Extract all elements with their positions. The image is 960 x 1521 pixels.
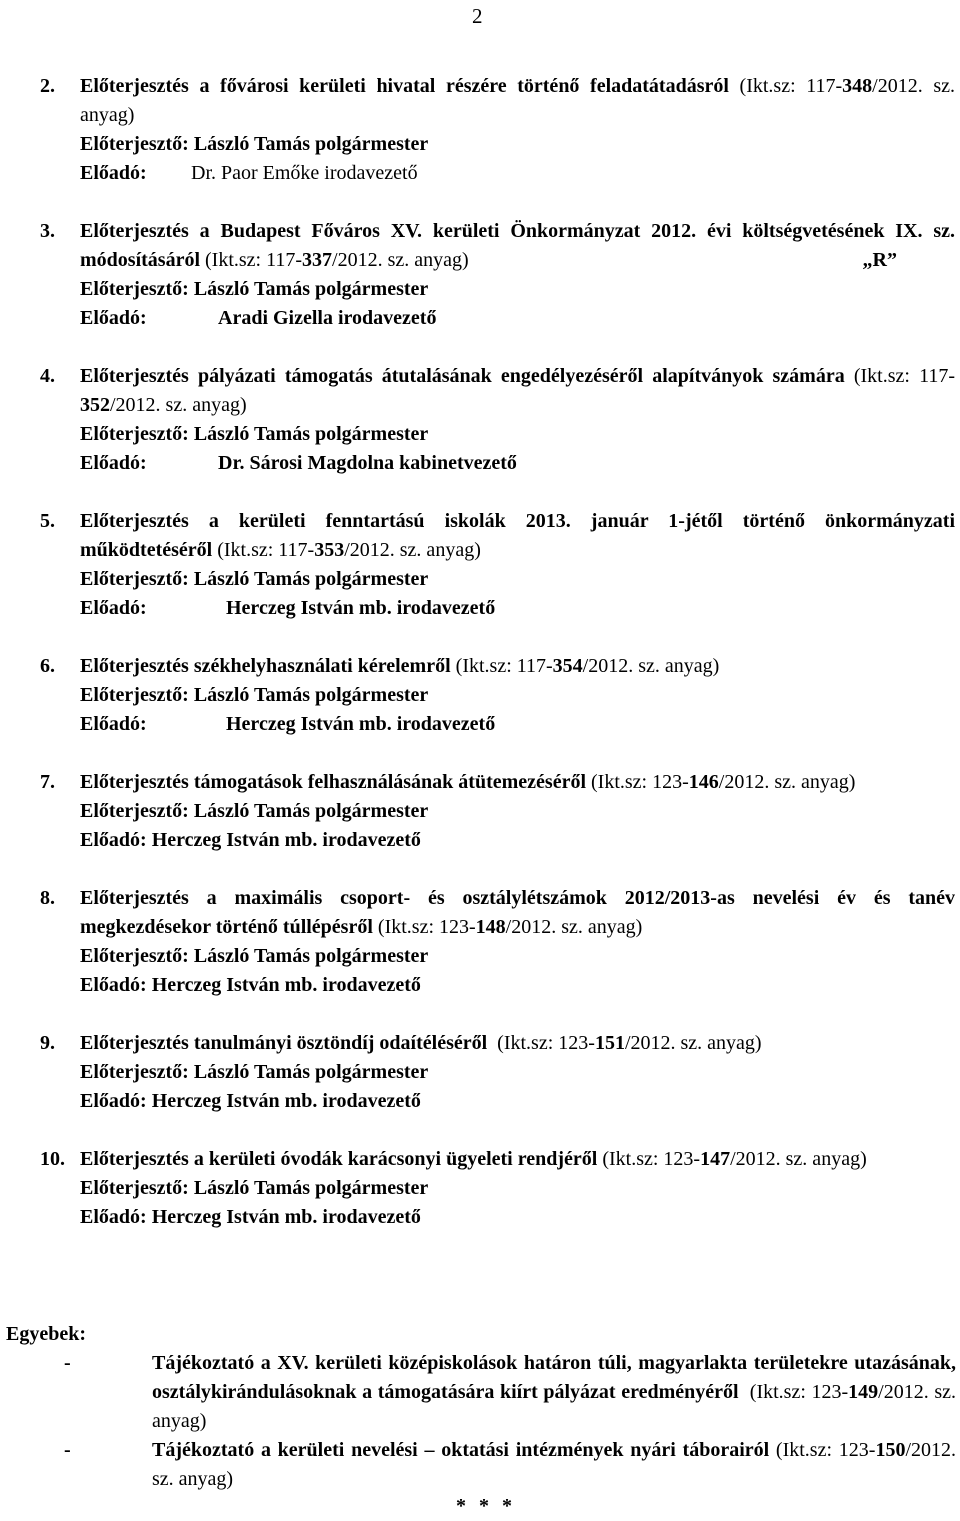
presenter-name: László Tamás polgármester	[193, 568, 429, 590]
item-title-text: Előterjesztés tanulmányi ösztöndíj odaítéléséről	[80, 1032, 488, 1054]
presenter-label: Előterjesztő:	[80, 1177, 189, 1199]
item-ref-number: 147	[700, 1148, 731, 1170]
item-number: 5.	[40, 510, 55, 532]
other-list	[64, 1349, 956, 1494]
speaker-label: Előadó:	[80, 162, 147, 184]
agenda-item	[40, 72, 955, 188]
speaker-name: Aradi Gizella irodavezető	[218, 307, 437, 329]
item-number: 8.	[40, 887, 55, 909]
item-ref-suffix: /2012. sz. anyag)	[344, 539, 481, 561]
presenter-row	[80, 1058, 955, 1087]
item-number: 7.	[40, 771, 55, 793]
item-ref-prefix: (Ikt.sz: 117-	[450, 655, 553, 677]
presenter-name: László Tamás polgármester	[193, 945, 429, 967]
dash-bullet: -	[64, 1352, 71, 1374]
presenter-name: László Tamás polgármester	[193, 1177, 429, 1199]
other-title	[152, 1349, 956, 1436]
item-ref-suffix: /2012. sz. anyag)	[505, 916, 643, 938]
item-title-text: Előterjesztés a maximális csoport- és osztálylétszámok 2012/2013-as nevelési év és tanév megkezdésekor történő túllépésről	[80, 887, 955, 938]
end-mark: * * *	[456, 1495, 516, 1517]
item-ref-prefix: (Ikt.sz: 123-	[597, 1148, 701, 1170]
item-ref-number: 354	[552, 655, 583, 677]
item-title	[80, 1029, 955, 1058]
presenter-name: László Tamás polgármester	[193, 423, 429, 445]
item-number: 3.	[40, 220, 55, 242]
other-ref-suffix: /2012. sz. anyag)	[152, 1381, 956, 1432]
presenter-row	[80, 565, 955, 594]
presenter-label: Előterjesztő:	[80, 133, 189, 155]
presenter-label: Előterjesztő:	[80, 684, 189, 706]
agenda-item	[40, 652, 955, 739]
speaker-row	[80, 449, 955, 478]
item-ref-number: 353	[314, 539, 345, 561]
other-title-text: Tájékoztató a XV. kerületi középiskolások határon túli, magyarlakta területekre utazásának, osztálykirándulásoknak a támogatására kiírt pályázat eredményéről	[152, 1352, 956, 1403]
item-title-text: Előterjesztés a kerületi óvodák karácsonyi ügyeleti rendjéről	[80, 1148, 598, 1170]
item-ref-prefix: (Ikt.sz: 117-	[200, 249, 303, 271]
item-ref-prefix: (Ikt.sz: 123-	[372, 916, 476, 938]
item-ref-number: 151	[594, 1032, 625, 1054]
agenda-item	[40, 217, 955, 333]
item-number: 6.	[40, 655, 55, 677]
presenter-row	[80, 130, 955, 159]
dash-bullet: -	[64, 1439, 71, 1461]
item-number: 9.	[40, 1032, 55, 1054]
item-ref-number: 348	[842, 75, 873, 97]
speaker-label: Előadó:	[80, 713, 147, 735]
item-ref-suffix: /2012. sz. anyag)	[624, 1032, 762, 1054]
presenter-label: Előterjesztő:	[80, 568, 189, 590]
other-ref-number: 150	[875, 1439, 906, 1461]
presenter-label: Előterjesztő:	[80, 800, 189, 822]
presenter-label: Előterjesztő:	[80, 423, 189, 445]
item-ref-prefix: (Ikt.sz: 117-	[212, 539, 315, 561]
agenda-list	[40, 72, 955, 1232]
item-ref-suffix: /2012. sz. anyag)	[582, 655, 720, 677]
item-ref-prefix: (Ikt.sz: 123-	[586, 771, 689, 793]
other-item	[64, 1349, 956, 1436]
item-title-text: Előterjesztés székhelyhasználati kérelemről	[80, 655, 451, 677]
speaker-label: Előadó:	[80, 307, 147, 329]
item-title	[80, 217, 955, 275]
agenda-item	[40, 884, 955, 1000]
speaker-name: Herczeg István mb. irodavezető	[151, 974, 421, 996]
speaker-name: Dr. Sárosi Magdolna kabinetvezető	[218, 452, 517, 474]
speaker-name: Dr. Paor Emőke irodavezető	[191, 162, 418, 184]
agenda-item	[40, 1145, 955, 1232]
speaker-row	[80, 710, 955, 739]
speaker-row	[80, 971, 955, 1000]
item-ref-prefix: (Ikt.sz: 117-	[844, 365, 955, 387]
item-ref-suffix: /2012. sz. anyag)	[80, 75, 955, 126]
speaker-label: Előadó:	[80, 974, 147, 996]
presenter-label: Előterjesztő:	[80, 278, 189, 300]
speaker-row	[80, 159, 955, 188]
item-title	[80, 507, 955, 565]
speaker-label: Előadó:	[80, 597, 147, 619]
item-title	[80, 72, 955, 130]
other-ref-prefix: (Ikt.sz: 123-	[738, 1381, 849, 1403]
item-title-text: Előterjesztés pályázati támogatás átutalásának engedélyezéséről alapítványok számára	[80, 365, 845, 387]
other-title-text: Tájékoztató a kerületi nevelési – oktatási intézmények nyári táborairól	[152, 1439, 770, 1461]
agenda-item	[40, 507, 955, 623]
item-title-text: Előterjesztés a Budapest Főváros XV. kerületi Önkormányzat 2012. évi költségvetésének IX. sz. módosításáról	[80, 220, 955, 271]
presenter-name: László Tamás polgármester	[193, 800, 429, 822]
item-ref-number: 146	[688, 771, 719, 793]
speaker-name: Herczeg István mb. irodavezető	[151, 1090, 421, 1112]
item-title-text: Előterjesztés a fővárosi kerületi hivatal részére történő feladatátadásról	[80, 75, 729, 97]
other-title	[152, 1436, 956, 1494]
speaker-label: Előadó:	[80, 829, 147, 851]
speaker-label: Előadó:	[80, 1206, 147, 1228]
item-title	[80, 362, 955, 420]
item-ref-prefix: (Ikt.sz: 123-	[487, 1032, 595, 1054]
presenter-label: Előterjesztő:	[80, 945, 189, 967]
item-ref-suffix: /2012. sz. anyag)	[332, 249, 469, 271]
other-heading: Egyebek:	[6, 1323, 86, 1345]
presenter-row	[80, 681, 955, 710]
speaker-row	[80, 1203, 955, 1232]
agenda-item	[40, 362, 955, 478]
other-ref-suffix: /2012. sz. anyag)	[152, 1439, 956, 1490]
speaker-name: Herczeg István mb. irodavezető	[151, 1206, 421, 1228]
item-ref-suffix: /2012. sz. anyag)	[110, 394, 247, 416]
other-ref-prefix: (Ikt.sz: 123-	[769, 1439, 876, 1461]
presenter-row	[80, 420, 955, 449]
agenda-item	[40, 768, 955, 855]
presenter-row	[80, 797, 955, 826]
item-number: 10.	[40, 1148, 65, 1170]
presenter-name: László Tamás polgármester	[193, 278, 429, 300]
speaker-label: Előadó:	[80, 452, 147, 474]
item-ref-number: 337	[302, 249, 333, 271]
speaker-row	[80, 594, 955, 623]
presenter-name: László Tamás polgármester	[193, 684, 429, 706]
r-mark: „R”	[862, 249, 897, 271]
presenter-row	[80, 1174, 955, 1203]
other-item	[64, 1436, 956, 1494]
presenter-label: Előterjesztő:	[80, 1061, 189, 1083]
speaker-row	[80, 826, 955, 855]
item-title	[80, 884, 955, 942]
item-ref-prefix: (Ikt.sz: 117-	[728, 75, 843, 97]
speaker-row	[80, 1087, 955, 1116]
item-ref-suffix: /2012. sz. anyag)	[730, 1148, 867, 1170]
item-number: 2.	[40, 75, 55, 97]
item-title	[80, 1145, 955, 1174]
presenter-name: László Tamás polgármester	[193, 1061, 429, 1083]
speaker-name: Herczeg István mb. irodavezető	[226, 597, 496, 619]
item-title	[80, 768, 955, 797]
item-ref-suffix: /2012. sz. anyag)	[718, 771, 856, 793]
item-title-text: Előterjesztés támogatások felhasználásának átütemezéséről	[80, 771, 587, 793]
presenter-row	[80, 275, 955, 304]
item-ref-number: 352	[80, 394, 110, 416]
item-title-text: Előterjesztés a kerületi fenntartású iskolák 2013. január 1-jétől történő önkormányzati működtetéséről	[80, 510, 955, 561]
speaker-name: Herczeg István mb. irodavezető	[226, 713, 496, 735]
speaker-row	[80, 304, 955, 333]
speaker-name: Herczeg István mb. irodavezető	[151, 829, 421, 851]
item-number: 4.	[40, 365, 55, 387]
agenda-item	[40, 1029, 955, 1116]
presenter-name: László Tamás polgármester	[193, 133, 429, 155]
item-title	[80, 652, 955, 681]
presenter-row	[80, 942, 955, 971]
item-ref-number: 148	[475, 916, 506, 938]
page-number: 2	[472, 4, 483, 28]
other-ref-number: 149	[848, 1381, 879, 1403]
speaker-label: Előadó:	[80, 1090, 147, 1112]
